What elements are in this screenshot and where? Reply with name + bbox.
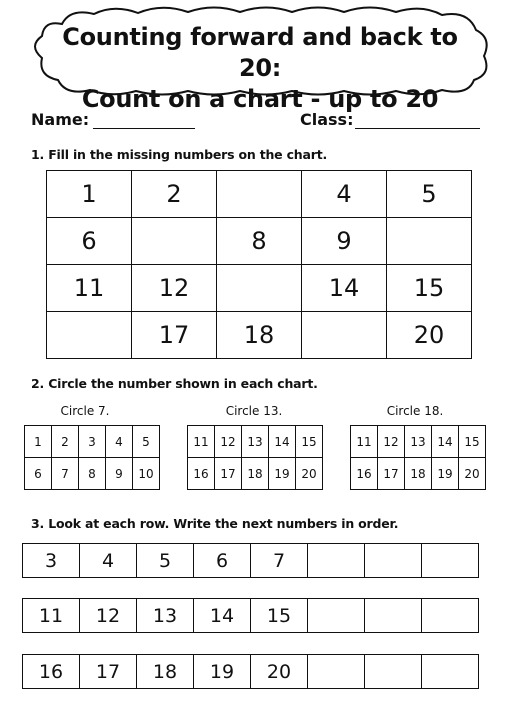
next-number-blank[interactable]: [365, 544, 422, 578]
small-chart-row: [351, 458, 486, 490]
next-number-blank[interactable]: [422, 544, 479, 578]
title-line-1: Counting forward and back to 20:: [62, 23, 458, 82]
sequence-number-cell: 15: [251, 599, 308, 633]
question-3: 3. Look at each row. Write the next numbers in order.: [31, 516, 399, 531]
sequence-row: [22, 654, 479, 689]
missing-number-cell[interactable]: [217, 171, 302, 218]
main-chart-row: [47, 265, 472, 312]
small-chart-row: [25, 426, 160, 458]
number-cell: 1: [47, 171, 132, 218]
next-number-blank[interactable]: [365, 655, 422, 689]
number-cell: 14: [302, 265, 387, 312]
sequence-row: [22, 598, 479, 633]
circle-choice-cell[interactable]: 10: [133, 458, 160, 490]
number-cell: 12: [132, 265, 217, 312]
sequence-number-cell: 19: [194, 655, 251, 689]
small-number-chart: [187, 425, 323, 490]
circle-choice-cell[interactable]: 15: [459, 426, 486, 458]
sequence-number-cell: 3: [23, 544, 80, 578]
main-chart-row: [47, 312, 472, 359]
circle-choice-cell[interactable]: 3: [79, 426, 106, 458]
circle-choice-cell[interactable]: 18: [405, 458, 432, 490]
small-chart-label: Circle 18.: [386, 404, 444, 418]
small-number-chart: [24, 425, 160, 490]
small-number-chart: [350, 425, 486, 490]
title-line-2: Count on a chart - up to 20: [81, 85, 439, 113]
circle-choice-cell[interactable]: 19: [269, 458, 296, 490]
circle-choice-cell[interactable]: 11: [188, 426, 215, 458]
number-cell: 18: [217, 312, 302, 359]
sequence-number-cell: 16: [23, 655, 80, 689]
name-field[interactable]: [93, 128, 195, 129]
small-chart-row: [25, 458, 160, 490]
sequence-number-cell: 6: [194, 544, 251, 578]
main-chart-row: [47, 171, 472, 218]
next-number-blank[interactable]: [422, 655, 479, 689]
next-number-blank[interactable]: [308, 599, 365, 633]
circle-choice-cell[interactable]: 13: [242, 426, 269, 458]
number-cell: 4: [302, 171, 387, 218]
circle-choice-cell[interactable]: 11: [351, 426, 378, 458]
sequence-number-cell: 20: [251, 655, 308, 689]
missing-number-cell[interactable]: [302, 312, 387, 359]
circle-choice-cell[interactable]: 6: [25, 458, 52, 490]
sequence-number-cell: 5: [137, 544, 194, 578]
circle-choice-cell[interactable]: 15: [296, 426, 323, 458]
circle-choice-cell[interactable]: 2: [52, 426, 79, 458]
circle-choice-cell[interactable]: 14: [269, 426, 296, 458]
number-cell: 8: [217, 218, 302, 265]
circle-choice-cell[interactable]: 17: [378, 458, 405, 490]
next-number-blank[interactable]: [308, 544, 365, 578]
sequence-number-cell: 11: [23, 599, 80, 633]
question-1: 1. Fill in the missing numbers on the chart.: [31, 147, 328, 162]
missing-number-cell[interactable]: [387, 218, 472, 265]
next-number-blank[interactable]: [422, 599, 479, 633]
circle-choice-cell[interactable]: 13: [405, 426, 432, 458]
sequence-number-cell: 4: [80, 544, 137, 578]
number-cell: 15: [387, 265, 472, 312]
circle-choice-cell[interactable]: 12: [378, 426, 405, 458]
circle-choice-cell[interactable]: 4: [106, 426, 133, 458]
class-field[interactable]: [355, 128, 480, 129]
next-number-blank[interactable]: [308, 655, 365, 689]
small-chart-row: [351, 426, 486, 458]
sequence-row: [22, 543, 479, 578]
main-chart-row: [47, 218, 472, 265]
sequence-number-cell: 14: [194, 599, 251, 633]
circle-choice-cell[interactable]: 9: [106, 458, 133, 490]
small-chart-label: Circle 7.: [60, 404, 110, 418]
missing-number-cell[interactable]: [132, 218, 217, 265]
small-chart-label: Circle 13.: [225, 404, 283, 418]
circle-choice-cell[interactable]: 5: [133, 426, 160, 458]
circle-choice-cell[interactable]: 18: [242, 458, 269, 490]
small-chart-row: [188, 458, 323, 490]
next-number-blank[interactable]: [365, 599, 422, 633]
circle-choice-cell[interactable]: 16: [351, 458, 378, 490]
number-cell: 2: [132, 171, 217, 218]
circle-choice-cell[interactable]: 20: [459, 458, 486, 490]
circle-choice-cell[interactable]: 14: [432, 426, 459, 458]
small-chart-row: [188, 426, 323, 458]
circle-choice-cell[interactable]: 7: [52, 458, 79, 490]
circle-choice-cell[interactable]: 17: [215, 458, 242, 490]
missing-number-cell[interactable]: [47, 312, 132, 359]
sequence-number-cell: 17: [80, 655, 137, 689]
number-cell: 5: [387, 171, 472, 218]
question-2: 2. Circle the number shown in each chart.: [31, 376, 318, 391]
circle-choice-cell[interactable]: 20: [296, 458, 323, 490]
number-cell: 9: [302, 218, 387, 265]
circle-choice-cell[interactable]: 12: [215, 426, 242, 458]
main-number-chart: [46, 170, 472, 359]
number-cell: 20: [387, 312, 472, 359]
circle-choice-cell[interactable]: 16: [188, 458, 215, 490]
sequence-number-cell: 12: [80, 599, 137, 633]
sequence-number-cell: 13: [137, 599, 194, 633]
number-cell: 6: [47, 218, 132, 265]
number-cell: 17: [132, 312, 217, 359]
circle-choice-cell[interactable]: 8: [79, 458, 106, 490]
circle-choice-cell[interactable]: 19: [432, 458, 459, 490]
sequence-number-cell: 18: [137, 655, 194, 689]
number-cell: 11: [47, 265, 132, 312]
missing-number-cell[interactable]: [217, 265, 302, 312]
name-label: Name:: [31, 110, 90, 129]
class-label: Class:: [300, 110, 354, 129]
sequence-number-cell: 7: [251, 544, 308, 578]
circle-choice-cell[interactable]: 1: [25, 426, 52, 458]
worksheet-title: [40, 22, 480, 115]
